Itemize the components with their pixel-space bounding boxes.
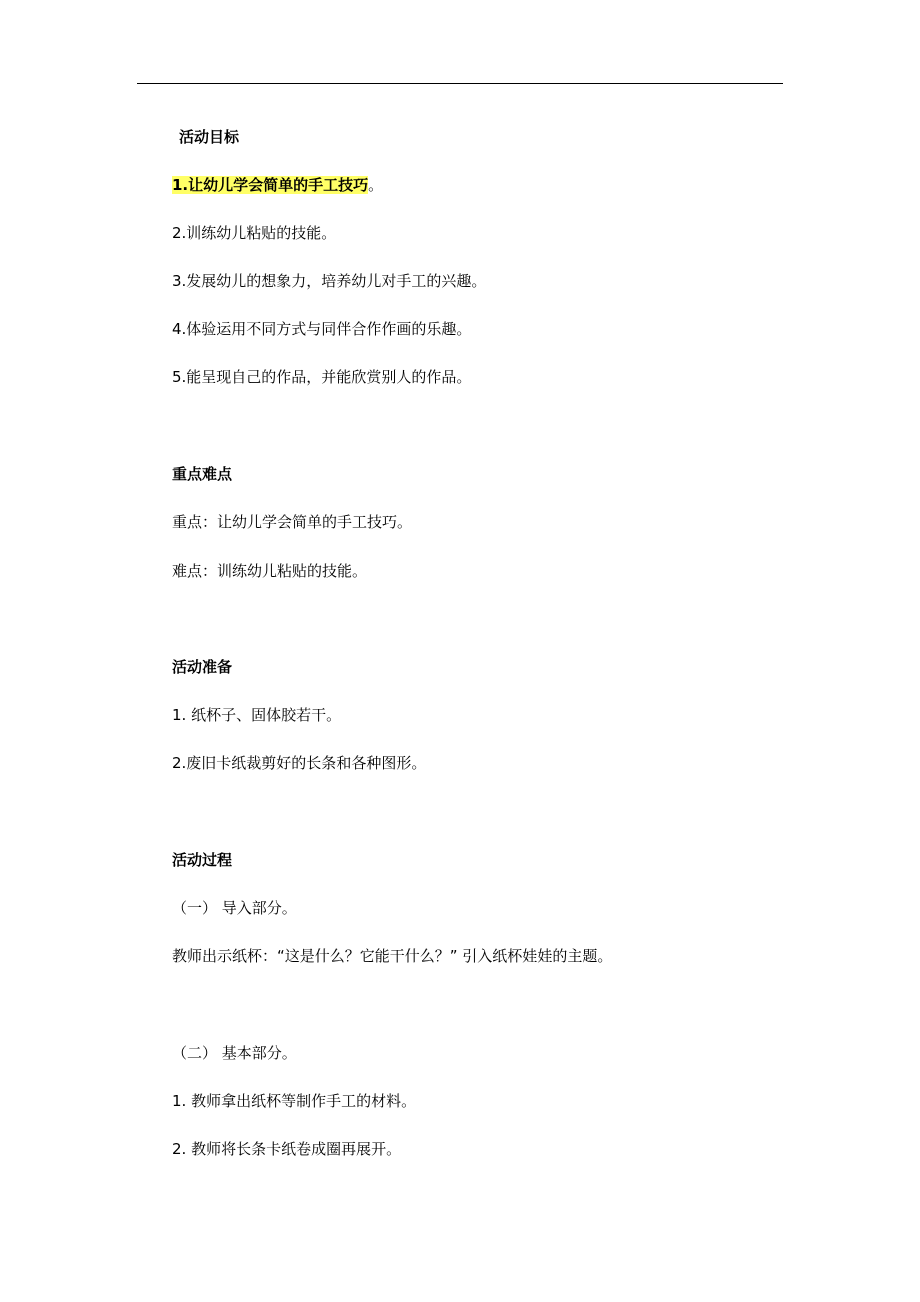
header-rule	[137, 83, 783, 84]
preparation-heading: 活动准备	[172, 658, 233, 676]
highlighted-text: 1.让幼儿学会简单的手工技巧	[172, 176, 369, 194]
key-points-heading: 重点难点	[172, 465, 233, 483]
objective-item-2: 2.训练幼儿粘贴的技能。	[172, 224, 337, 242]
objective-item-5: 5.能呈现自己的作品，并能欣赏别人的作品。	[172, 368, 472, 386]
process-part-1-title: （一） 导入部分。	[172, 899, 297, 917]
process-part-1-text: 教师出示纸杯：“这是什么？它能干什么？” 引入纸杯娃娃的主题。	[172, 947, 613, 965]
objectives-heading: 活动目标	[179, 128, 240, 146]
key-point-difficulty: 难点：训练幼儿粘贴的技能。	[172, 562, 368, 580]
key-point-focus: 重点：让幼儿学会简单的手工技巧。	[172, 513, 413, 531]
process-part-2-item-1: 1. 教师拿出纸杯等制作手工的材料。	[172, 1092, 417, 1110]
preparation-item-1: 1. 纸杯子、固体胶若干。	[172, 706, 342, 724]
objective-item-3: 3.发展幼儿的想象力，培养幼儿对手工的兴趣。	[172, 272, 487, 290]
objective-item-1-tail: 。	[368, 176, 384, 194]
objective-item-4: 4.体验运用不同方式与同伴合作作画的乐趣。	[172, 320, 472, 338]
process-part-2-item-2: 2. 教师将长条卡纸卷成圈再展开。	[172, 1140, 402, 1158]
process-heading: 活动过程	[172, 851, 233, 869]
preparation-item-2: 2.废旧卡纸裁剪好的长条和各种图形。	[172, 754, 427, 772]
process-part-2-title: （二） 基本部分。	[172, 1044, 297, 1062]
objective-item-1	[172, 174, 383, 196]
